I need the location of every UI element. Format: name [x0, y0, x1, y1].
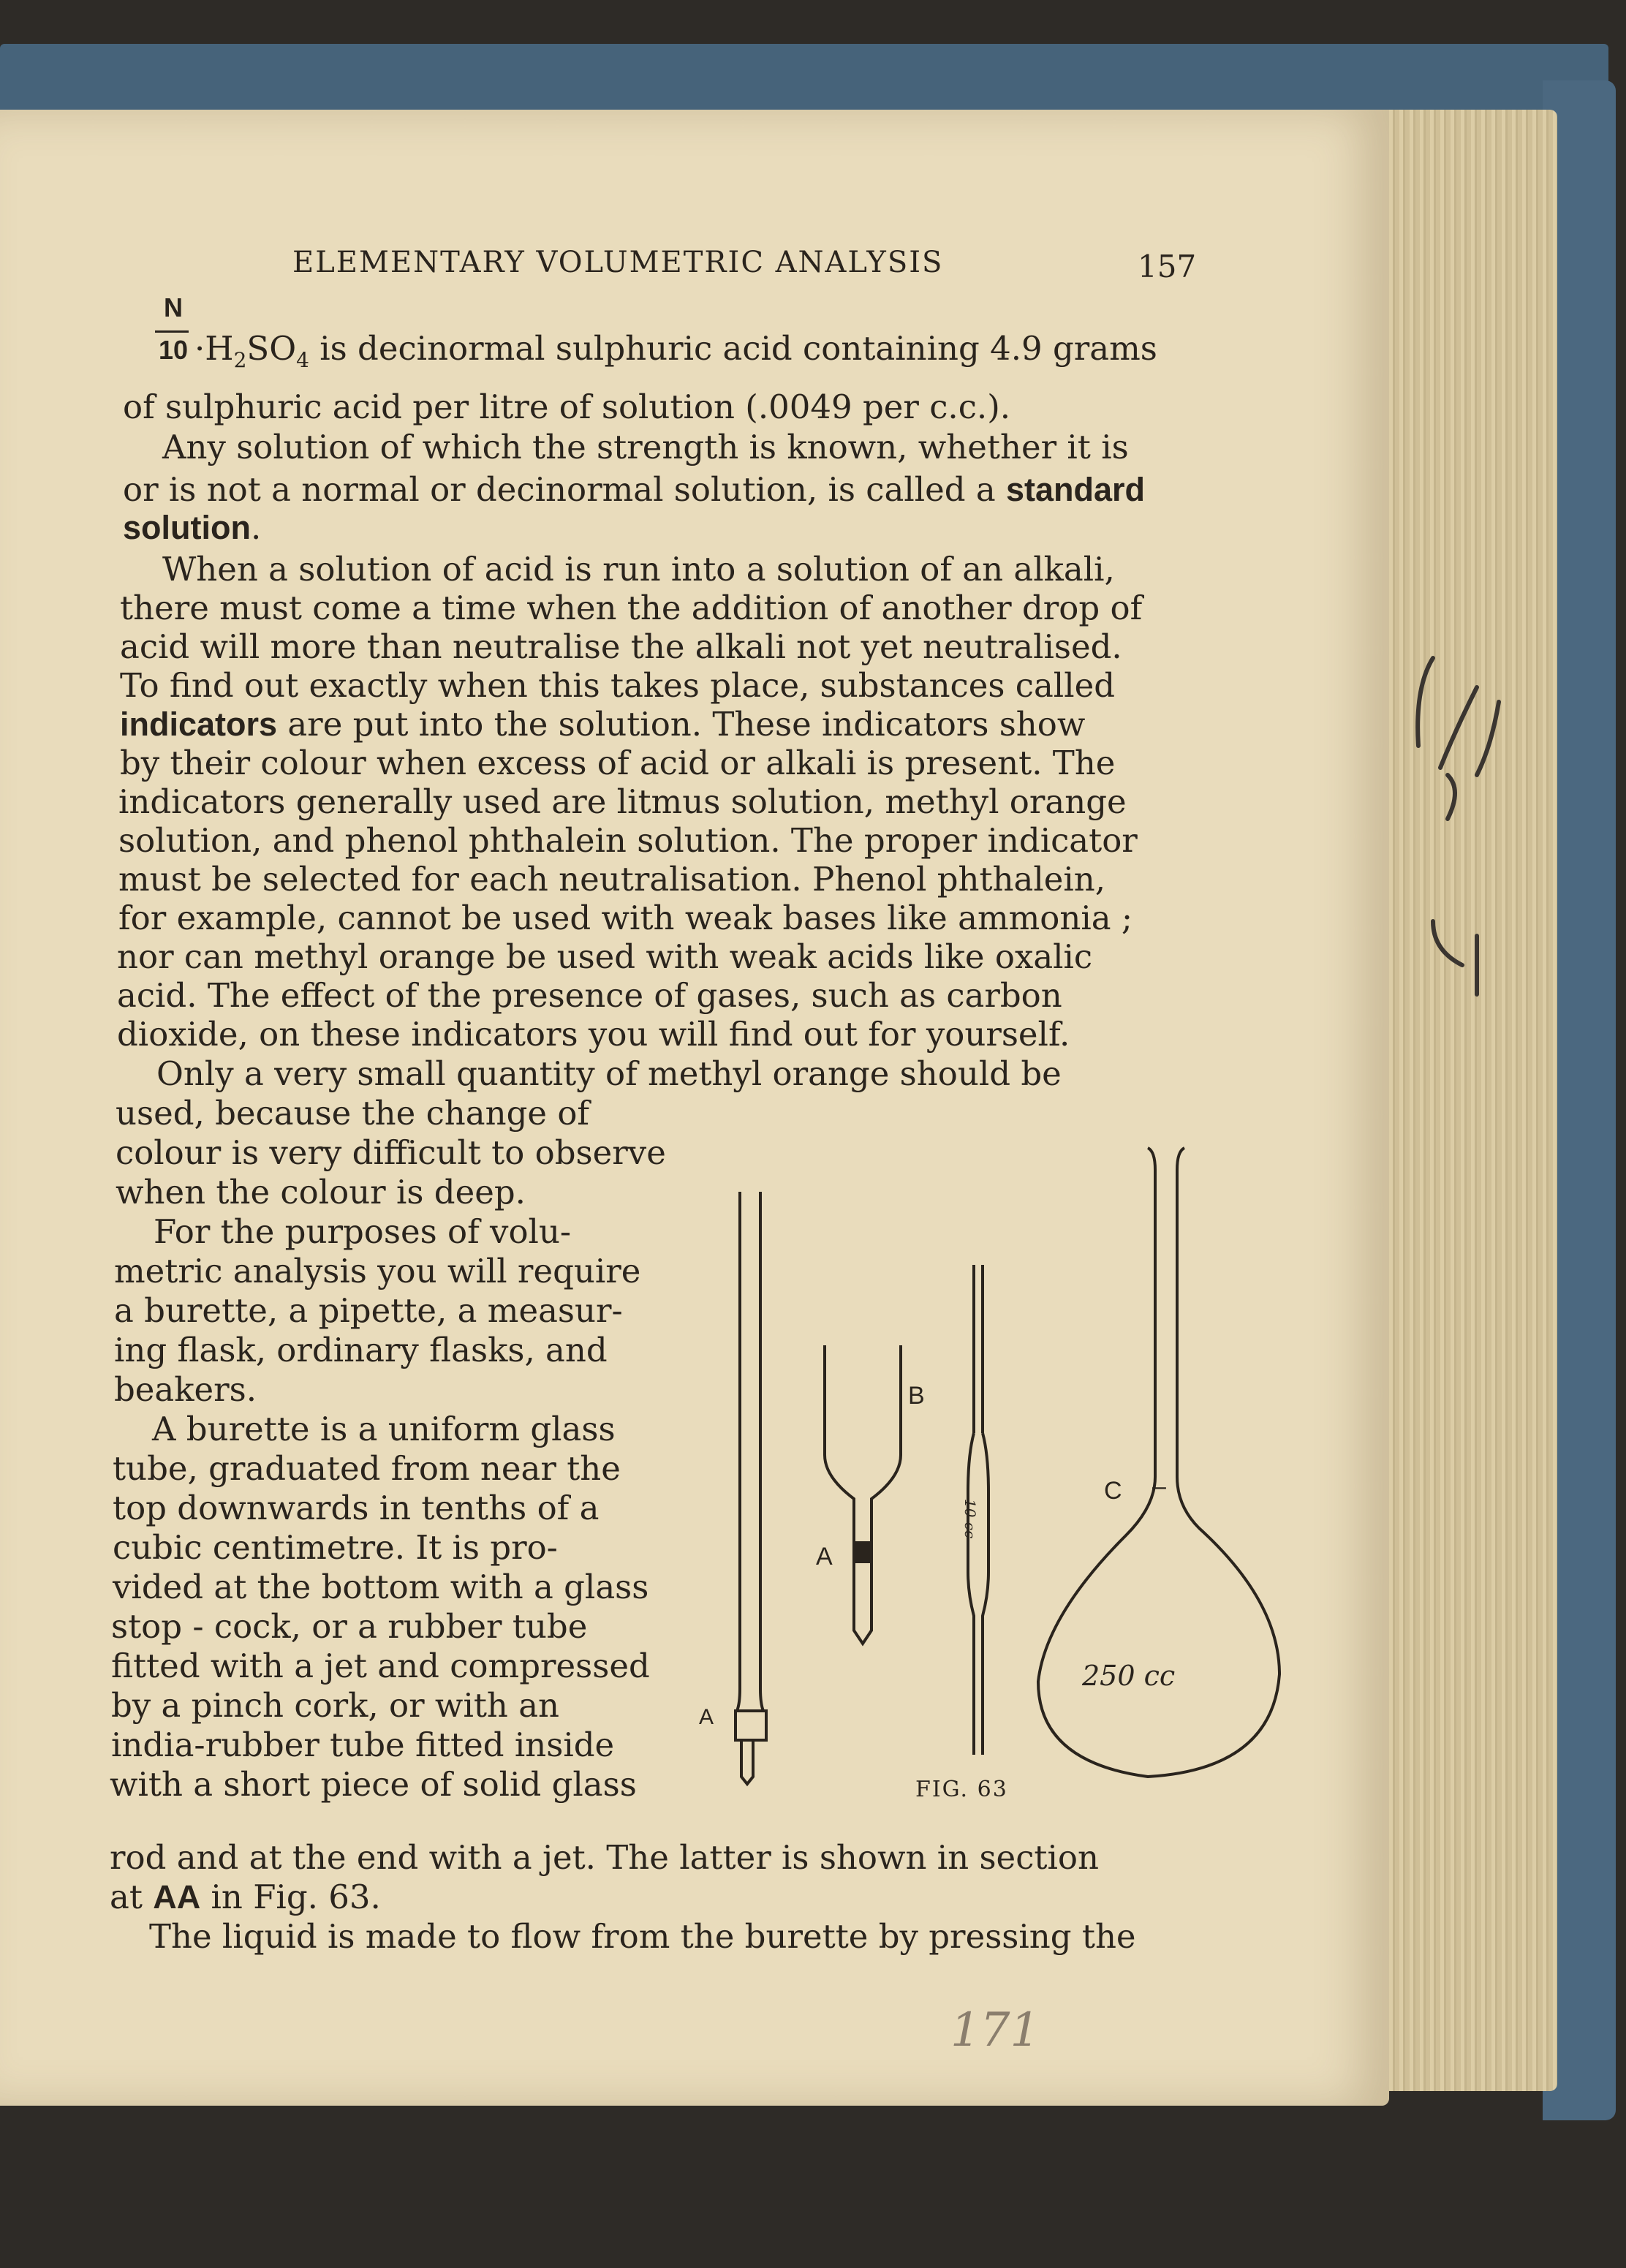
text-span: are put into the solution. These indicators show — [277, 705, 1086, 744]
label-dash: – — [1152, 1473, 1166, 1500]
text-line: solution, and phenol phthalein solution. The proper indicator — [118, 821, 1138, 860]
page-number: 157 — [1138, 249, 1197, 284]
text-line: When a solution of acid is run into a solution of an alkali, — [162, 550, 1115, 589]
formula-so: SO — [246, 329, 297, 368]
text-line: The liquid is made to flow from the burette by pressing the — [149, 1917, 1136, 1956]
jet-section-drawing — [825, 1345, 901, 1644]
text-line: cubic centimetre. It is pro- — [113, 1528, 558, 1567]
formula-sub-2: 2 — [233, 348, 247, 372]
label-c: C — [1104, 1477, 1122, 1505]
text-line: by their colour when excess of acid or alkali is present. The — [120, 744, 1116, 782]
bold-term-aa: AA — [153, 1878, 201, 1916]
text-line: To find out exactly when this takes place, substances called — [120, 666, 1116, 705]
running-head: ELEMENTARY VOLUMETRIC ANALYSIS — [292, 246, 944, 279]
fraction-bar — [155, 330, 189, 333]
label-a-burette: A — [699, 1705, 714, 1729]
bold-term-standard: standard — [1006, 471, 1146, 508]
pencil-marginalia — [1389, 629, 1550, 1067]
text-line: acid. The effect of the presence of gases, such as carbon — [117, 976, 1062, 1015]
figure-caption: FIG. 63 — [915, 1777, 1008, 1802]
formula-sub-4: 4 — [296, 348, 309, 372]
text-line: colour is very difficult to observe — [116, 1133, 666, 1172]
page-edges — [1374, 110, 1557, 2091]
flask-volume-label: 250 cc — [1082, 1660, 1176, 1692]
text-line: A burette is a uniform glass — [152, 1410, 616, 1448]
text-line: when the colour is deep. — [116, 1173, 526, 1212]
text-line: tube, graduated from near the — [113, 1449, 621, 1488]
text-line: nor can methyl orange be used with weak acids like oxalic — [117, 937, 1093, 976]
text-line: with a short piece of solid glass — [110, 1765, 637, 1804]
label-a-jet: A — [816, 1543, 833, 1570]
formula-line — [194, 329, 1157, 372]
text-line: For the purposes of volu- — [154, 1212, 572, 1251]
text-line: beakers. — [114, 1370, 257, 1409]
text-line: used, because the change of — [116, 1094, 590, 1133]
text-line: dioxide, on these indicators you will find out for yourself. — [117, 1015, 1070, 1054]
text-line: ing flask, ordinary flasks, and — [114, 1331, 608, 1369]
text-line: Only a very small quantity of methyl orange should be — [156, 1054, 1062, 1093]
text-span: . — [250, 508, 262, 547]
text-line — [120, 705, 1085, 744]
text-span: or is not a normal or decinormal solution, is called a — [123, 470, 996, 509]
text-line: stop - cock, or a rubber tube — [111, 1607, 588, 1646]
label-b: B — [908, 1382, 925, 1410]
text-line — [123, 470, 1145, 510]
text-line — [123, 508, 261, 548]
text-span: in Fig. 63. — [200, 1878, 381, 1916]
text-line: india-rubber tube fitted inside — [111, 1725, 615, 1764]
text-line: there must come a time when the addition of another drop of — [120, 589, 1143, 627]
text-span: at — [110, 1878, 154, 1916]
text-line: fitted with a jet and compressed — [111, 1647, 650, 1685]
fraction-denominator: 10 — [158, 335, 189, 365]
bold-term-indicators: indicators — [120, 706, 278, 743]
pencil-note: 171 — [950, 2003, 1040, 2057]
text-line: a burette, a pipette, a measur- — [114, 1291, 623, 1330]
pipette-volume-mark: 10 cc — [961, 1499, 979, 1539]
text-line: must be selected for each neutralisation. Phenol phthalein, — [118, 860, 1106, 899]
text-line: for example, cannot be used with weak bases like ammonia ; — [118, 899, 1133, 937]
text-line: Any solution of which the strength is known, whether it is — [162, 428, 1129, 466]
text-line: of sulphuric acid per litre of solution (.0049 per c.c.). — [123, 388, 1011, 426]
formula-rest: is decinormal sulphuric acid containing 4.9 grams — [309, 329, 1157, 368]
text-line: acid will more than neutralise the alkali not yet neutralised. — [120, 627, 1122, 666]
fraction-numerator: N — [164, 292, 183, 322]
formula-h: ·H — [194, 329, 234, 368]
figure-63-apparatus — [643, 1126, 1287, 1806]
text-line: indicators generally used are litmus solution, methyl orange — [118, 782, 1127, 821]
text-line: by a pinch cork, or with an — [111, 1686, 560, 1725]
bold-term-solution: solution — [123, 509, 251, 546]
text-line: vided at the bottom with a glass — [113, 1568, 649, 1606]
text-line: rod and at the end with a jet. The latter is shown in section — [110, 1838, 1099, 1877]
text-line: metric analysis you will require — [114, 1252, 641, 1290]
text-line — [110, 1878, 381, 1917]
text-line: top downwards in tenths of a — [113, 1489, 600, 1527]
burette-drawing — [736, 1192, 766, 1784]
